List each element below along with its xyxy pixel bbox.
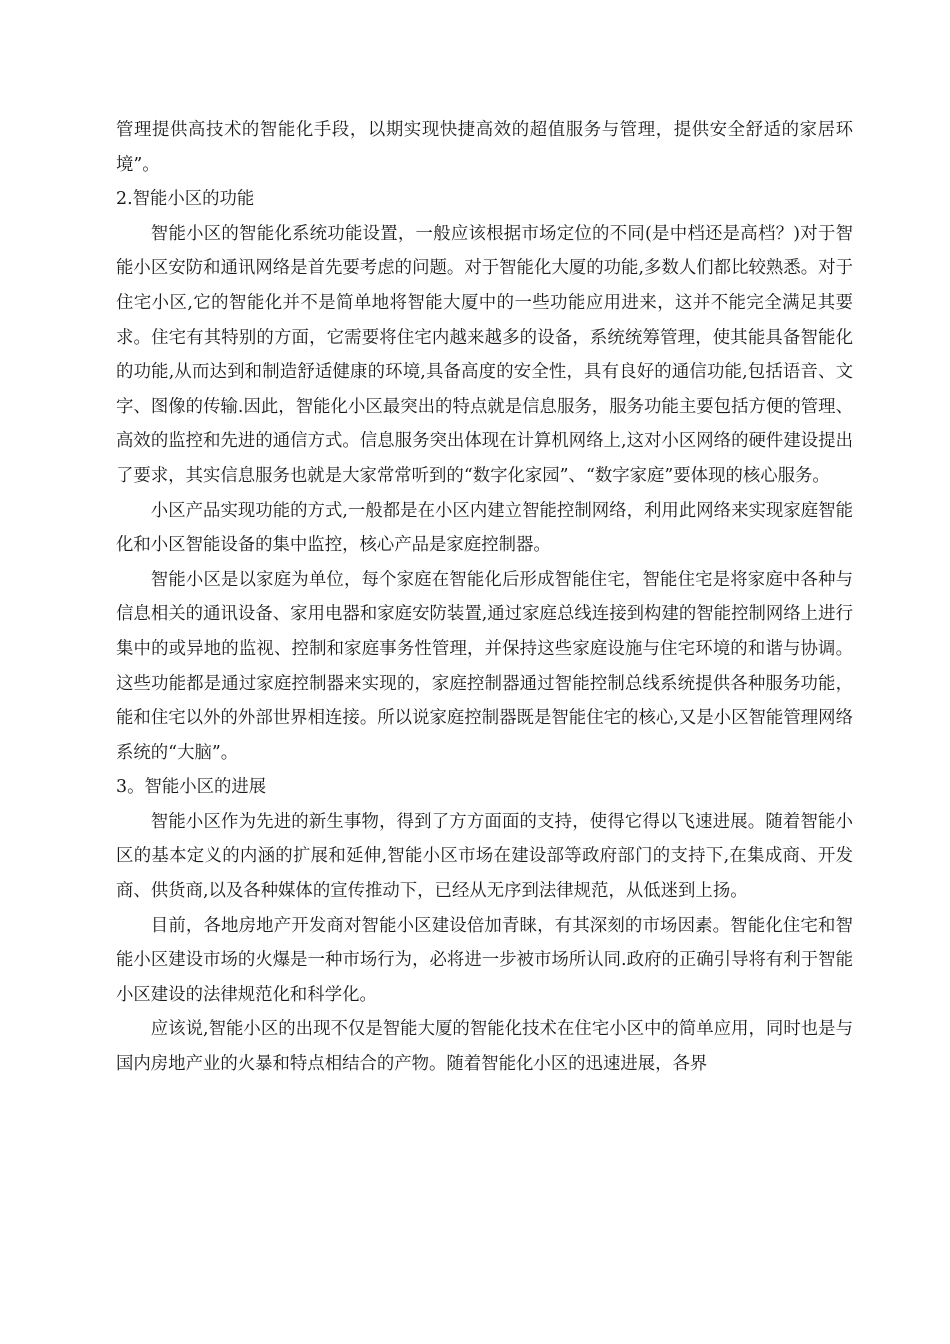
paragraph-progress: 智能小区作为先进的新生事物，得到了方方面面的支持，使得它得以飞速进展。随着智能小区的基本定义的内涵的扩展和延伸,智能小区市场在建设部等政府部门的支持下,在集成商、开发商、供货商,以及各种媒体的宣传推动下，已经从无序到法律规范，从低迷到上扬。 — [116, 811, 853, 902]
paragraph-conclusion: 应该说,智能小区的出现不仅是智能大厦的智能化技术在住宅小区中的简单应用，同时也是与国内房地产业的火暴和特点相结合的产物。随着智能化小区的迅速进展，各界 — [116, 1019, 853, 1075]
section-heading-functions: 2.智能小区的功能 — [116, 189, 255, 210]
paragraph-functions-overview: 智能小区的智能化系统功能设置，一般应该根据市场定位的不同(是中档还是高档？)对于智能小区安防和通讯网络是首先要考虑的问题。对于智能化大厦的功能,多数人们都比较熟悉。对于住宅小区,它的智能化并不是简单地将智能大厦中的一些功能应用进来，这并不能完全满足其要求。住宅有其特别的方面，它需要将住宅内越来越多的设备，系统统筹管理，使其能具备智能化的功能,从而达到和制造舒适健康的环境,具备高度的安全性，具有良好的通信功能,包括语音、文字、图像的传输.因此，智能化小区最突出的特点就是信息服务，服务功能主要包括方便的管理、高效的监控和先进的通信方式。信息服务突出体现在计算机网络上,这对小区网络的硬件建设提出了要求，其实信息服务也就是大家常常听到的“数字化家园”、“数字家庭”要体现的核心服务。 — [116, 223, 853, 486]
paragraph-product-implementation: 小区产品实现功能的方式,一般都是在小区内建立智能控制网络，利用此网络来实现家庭智能化和小区智能设备的集中监控，核心产品是家庭控制器。 — [116, 500, 853, 556]
paragraph-home-controller: 智能小区是以家庭为单位，每个家庭在智能化后形成智能住宅，智能住宅是将家庭中各种与信息相关的通讯设备、家用电器和家庭安防装置,通过家庭总线连接到构建的智能控制网络上进行集中的或异地的监视、控制和家庭事务性管理，并保持这些家庭设施与住宅环境的和谐与协调。这些功能都是通过家庭控制器来实现的，家庭控制器通过智能控制总线系统提供各种服务功能，能和住宅以外的外部世界相连接。所以说家庭控制器既是智能住宅的核心,又是小区智能管理网络系统的“大脑”。 — [116, 569, 853, 763]
document-page — [116, 113, 853, 1082]
paragraph-continuation: 管理提供高技术的智能化手段，以期实现快捷高效的超值服务与管理，提供安全舒适的家居环境”。 — [116, 120, 853, 175]
paragraph-market: 目前，各地房地产开发商对智能小区建设倍加青睐，有其深刻的市场因素。智能化住宅和智能小区建设市场的火爆是一种市场行为，必将进一步被市场所认同.政府的正确引导将有利于智能小区建设的法律规范化和科学化。 — [116, 915, 853, 1005]
section-heading-progress: 3。智能小区的进展 — [116, 777, 267, 798]
